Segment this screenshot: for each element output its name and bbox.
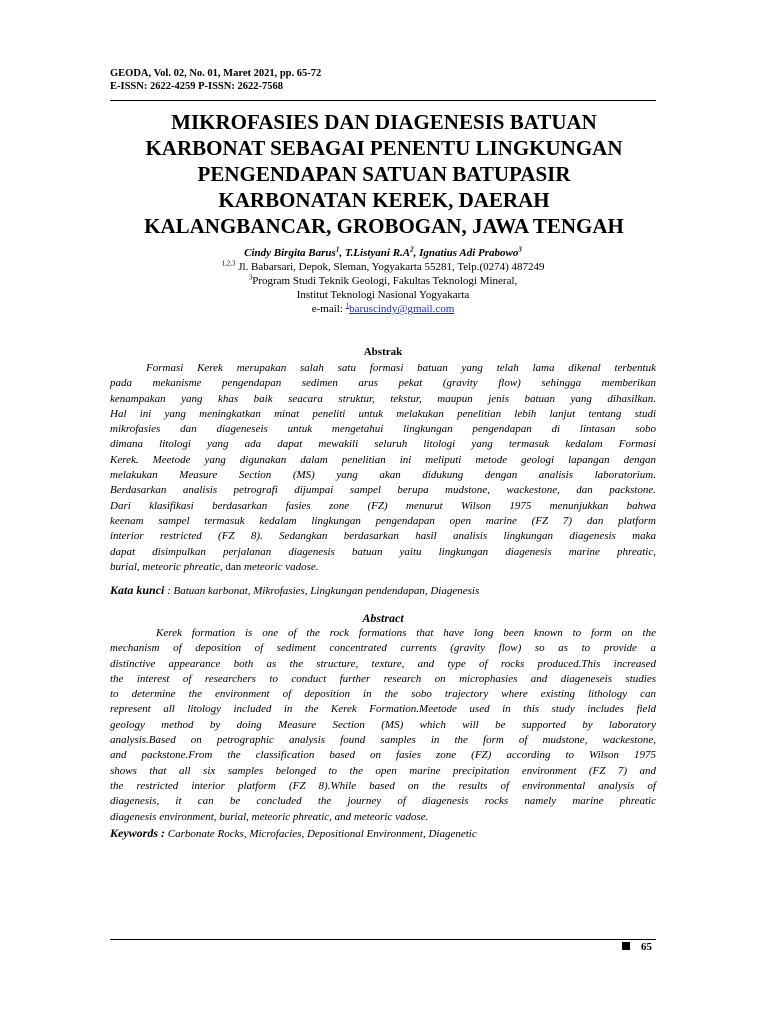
square-bullet-icon xyxy=(622,942,630,950)
abstrak-line: kenampakan yang khas baik seacara struktur, tekstur, maupun jenis batuan yang dihasilkan. xyxy=(110,392,656,405)
abstrak-line xyxy=(110,560,656,575)
author-3-sup: 3 xyxy=(518,245,522,254)
author-3: Ignatius Adi Prabowo xyxy=(419,247,519,259)
keywords xyxy=(110,826,670,841)
keywords-text: Carbonate Rocks, Microfacies, Depositional Environment, Diagenetic xyxy=(165,828,477,840)
abstrak-line: melakukan Measure Section (MS) yang akan didukung dengan analisis laboratorium. xyxy=(110,469,656,482)
page-number: 65 xyxy=(641,941,652,953)
abstract-line: mechanism of deposition of sediment concentrated currents (gravity flow) so as to provide a xyxy=(110,642,656,655)
abstract-line: analysis.Based on petrographic analysis found samples in the form of mudstone, wackestone, xyxy=(110,734,656,747)
abstrak-last-a: burial, meteoric phreatic, xyxy=(110,560,226,573)
title-line: MIKROFASIES DAN DIAGENESIS BATUAN xyxy=(171,110,597,134)
author-separator: , xyxy=(413,247,420,259)
abstrak-line: mikrofasies dan diageneseis untuk mengetahui lingkungan pengendapan di lintasan sobo xyxy=(110,423,656,436)
abstrak-body xyxy=(110,361,656,575)
abstrak-line: interior restricted (FZ 8). Sedangkan berdasarkan hasil analisis lingkungan diagenesis maka xyxy=(110,530,656,543)
abstrak-line: Kerek. Meetode yang digunakan dalam penelitian ini meliputi metode geologi lapangan dengan xyxy=(110,453,656,466)
author-block xyxy=(110,246,656,316)
abstrak-line: keenam sampel termasuk kedalam lingkungan pengendapan open marine (FZ 7) dan platform xyxy=(110,514,656,527)
abstrak-heading: Abstrak xyxy=(363,346,403,358)
affiliation-program xyxy=(110,274,656,288)
paper-title xyxy=(100,109,668,239)
email-sup: 1 xyxy=(345,301,350,310)
author-2: T.Listyani R.A xyxy=(344,247,411,259)
footer-rule xyxy=(110,939,656,940)
abstract-line: represent all litology included in the Kerek Formation.Meetode used in this study includes field xyxy=(110,703,656,716)
abstrak-last-dan: dan xyxy=(225,560,242,573)
abstract-line: the interest of researchers to conduct further research on microphasies and diageneseis studies xyxy=(110,672,656,685)
affiliation-address xyxy=(110,260,656,274)
abstrak-line: Hal ini yang meningkatkan minat peneliti untuk melakukan penelitian lebih lanjut tentang studi xyxy=(110,407,656,420)
abstract-line: and packstone.From the classification based on fasies zone (FZ) according to Wilson 1975 xyxy=(110,749,656,762)
abstract-line: diagenesis environment, burial, meteoric phreatic, and meteoric vadose. xyxy=(110,810,429,823)
kata-kunci-text: : Batuan karbonat, Mikrofasies, Lingkungan pendendapan, Diagenesis xyxy=(164,585,480,597)
abstract-line: to determine the environment of deposition in the sobo trajectory where existing lithology can xyxy=(110,688,656,701)
title-line: KARBONATAN KEREK, DAERAH xyxy=(218,188,550,212)
abstract-line: diagenesis, it can be concluded the journey of diagenesis rocks namely marine phreatic xyxy=(110,795,656,808)
abstract-line: geology method by doing Measure Section (MS) which will be supported by laboratory xyxy=(110,718,656,731)
kata-kunci-label: Kata kunci xyxy=(110,583,165,597)
abstract-body xyxy=(110,626,656,825)
abstract-line: Kerek formation is one of the rock formations that have long been known to form on the xyxy=(156,627,656,639)
abstrak-line: dapat disimpulkan perjalanan diagenesis batuan yaitu lingkungan diagenesis marine phreatic, xyxy=(110,545,656,558)
author-1: Cindy Birgita Barus xyxy=(244,247,336,259)
abstract-line: shows that all six samples belonged to the open marine precipitation environment (FZ 7) and xyxy=(110,764,656,777)
affiliation-sup: 1,2,3 xyxy=(221,259,236,268)
author-2-sup: 2 xyxy=(410,245,414,254)
author-1-sup: 1 xyxy=(335,245,340,254)
affiliation-institute: Institut Teknologi Nasional Yogyakarta xyxy=(296,289,470,301)
abstract-heading: Abstract xyxy=(362,611,404,625)
abstrak-line: pada mekanisme pengendapan sedimen arus pekat (gravity flow) sehingga memberikan xyxy=(110,377,656,390)
title-line: KALANGBANCAR, GROBOGAN, JAWA TENGAH xyxy=(144,214,624,238)
title-line: PENGENDAPAN SATUAN BATUPASIR xyxy=(197,162,571,186)
header-rule xyxy=(110,100,656,101)
abstrak-line: Formasi Kerek merupakan salah satu formasi batuan yang telah lama dikenal terbentuk xyxy=(146,362,656,374)
abstrak-line: Dari klasifikasi berdasarkan fasies zone (FZ) menurut Wilson 1975 menunjukkan bahwa xyxy=(110,499,656,512)
abstract-line: distinctive appearance both as the structure, texture, and type of rocks produced.This increased xyxy=(110,657,656,670)
affiliation-program-text: Program Studi Teknik Geologi, Fakultas Teknologi Mineral, xyxy=(252,275,518,287)
affiliation-address-text: Jl. Babarsari, Depok, Sleman, Yogyakarta 55281, Telp.(0274) 487249 xyxy=(235,261,545,273)
page-footer xyxy=(622,941,652,953)
email-line xyxy=(110,302,656,316)
journal-header xyxy=(110,67,321,93)
email-label: e-mail: xyxy=(311,303,346,315)
author-separator: , xyxy=(339,247,345,259)
abstrak-line: Berdasarkan analisis petrografi dijumpai sampel berupa mudstone, wackestone, dan packstone. xyxy=(110,484,656,497)
kata-kunci xyxy=(110,583,670,598)
journal-issn: E-ISSN: 2622-4259 P-ISSN: 2622-7568 xyxy=(110,81,283,92)
author-names xyxy=(110,246,656,260)
abstrak-last-c: meteoric vadose. xyxy=(241,560,319,573)
title-line: KARBONAT SEBAGAI PENENTU LINGKUNGAN xyxy=(145,136,623,160)
abstrak-line: dimana litologi yang ada dapat mewakili seluruh litologi yang termasuk kedalam Formasi xyxy=(110,438,656,451)
journal-citation: GEODA, Vol. 02, No. 01, Maret 2021, pp. 65-72 xyxy=(110,68,322,79)
abstract-line: the restricted interior platform (FZ 8).While based on the results of environmental analysis of xyxy=(110,779,656,792)
email-link[interactable]: baruscindy@gmail.com xyxy=(349,303,455,315)
affiliation-sup: 3 xyxy=(248,273,253,282)
keywords-label: Keywords : xyxy=(110,826,165,840)
